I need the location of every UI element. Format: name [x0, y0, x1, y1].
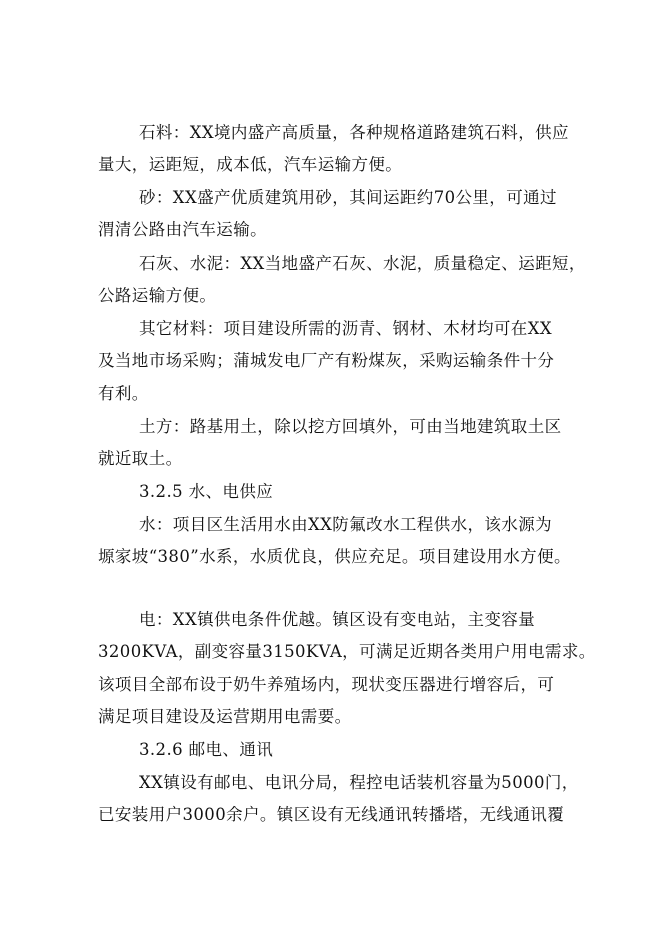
paragraph-stone-line-1: 石料：XX境内盛产高质量，各种规格道路建筑石料，供应	[139, 123, 569, 142]
section-heading-3-2-5: 3.2.5 水、电供应	[139, 482, 274, 501]
paragraph-power-line-2: 3200KVA，副变容量3150KVA，可满足近期各类用户用电需求。	[98, 642, 596, 661]
paragraph-earth-line-2: 就近取土。	[98, 449, 183, 468]
paragraph-water-line-2: 塬家坡“380”水系，水质优良，供应充足。项目建设用水方便。	[98, 547, 571, 566]
paragraph-telecom-line-1: XX镇设有邮电、电讯分局，程控电话装机容量为5000门，	[139, 773, 579, 792]
paragraph-sand-line-2: 渭清公路由汽车运输。	[98, 220, 267, 239]
paragraph-power-line-4: 满足项目建设及运营期用电需要。	[98, 707, 352, 726]
paragraph-other-line-1: 其它材料：项目建设所需的沥青、钢材、木材均可在XX	[139, 319, 552, 338]
paragraph-telecom-line-2: 已安装用户3000余户。镇区设有无线通讯转播塔，无线通讯覆	[98, 805, 565, 824]
paragraph-other-line-3: 有利。	[98, 384, 149, 403]
paragraph-stone-line-2: 量大，运距短，成本低，汽车运输方便。	[98, 155, 403, 174]
paragraph-lime-line-1: 石灰、水泥：XX当地盛产石灰、水泥，质量稳定、运距短，	[139, 254, 586, 273]
paragraph-lime-line-2: 公路运输方便。	[98, 286, 217, 305]
paragraph-power-line-3: 该项目全部布设于奶牛养殖场内，现状变压器进行增容后，可	[98, 675, 555, 694]
paragraph-earth-line-1: 土方：路基用土，除以挖方回填外，可由当地建筑取土区	[139, 417, 562, 436]
paragraph-water-line-1: 水：项目区生活用水由XX防氟改水工程供水，该水源为	[139, 515, 552, 534]
paragraph-other-line-2: 及当地市场采购；蒲城发电厂产有粉煤灰，采购运输条件十分	[98, 351, 555, 370]
paragraph-power-line-1: 电：XX镇供电条件优越。镇区设有变电站，主变容量	[139, 610, 536, 629]
paragraph-sand-line-1: 砂：XX盛产优质建筑用砂，其间运距约70公里，可通过	[139, 188, 557, 207]
section-heading-3-2-6: 3.2.6 邮电、通讯	[139, 740, 274, 759]
